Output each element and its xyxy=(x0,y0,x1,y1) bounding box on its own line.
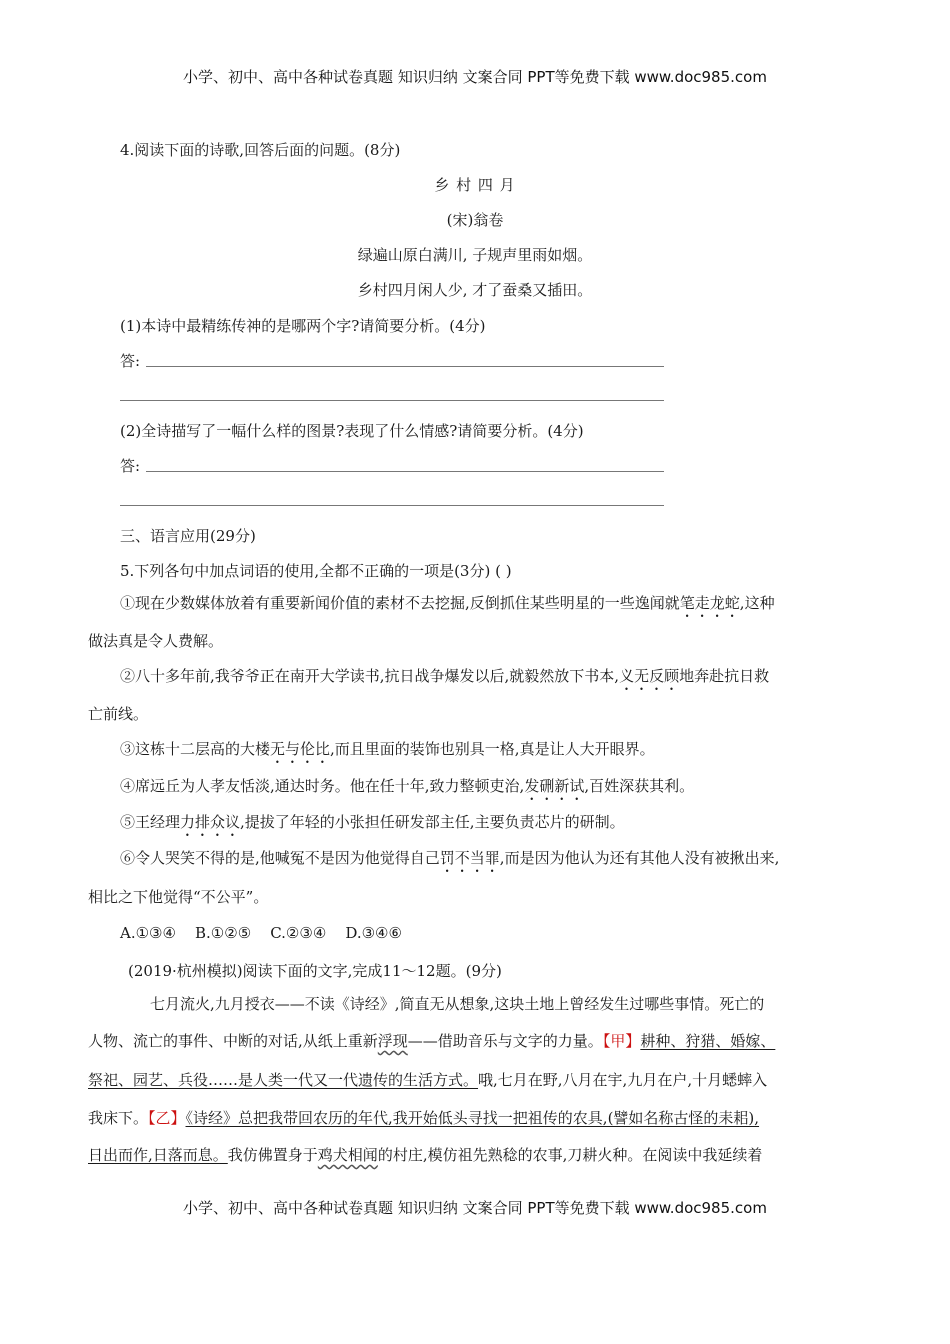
dotted-term: 发硎新试 xyxy=(524,777,585,795)
underlined-sentence-jia: 耕种、狩猎、婚嫁、 xyxy=(640,1032,776,1050)
tag-jia: 【甲】 xyxy=(602,1032,641,1050)
dotted-term: 罚不当罪 xyxy=(439,849,500,867)
dotted-term: 笔走龙蛇 xyxy=(679,594,740,612)
dotted-term: 义无反顾 xyxy=(619,667,680,685)
dotted-term: 力排众议 xyxy=(180,813,241,831)
answer-label-1: 答: xyxy=(120,352,141,370)
sentence-2: ②八十多年前,我爷爷正在南开大学读书,抗日战争爆发以后,就毅然放下书本,义无反顾地奔赴抗日救 xyxy=(120,667,770,685)
answer-options: A.①③④ B.①②⑤ C.②③④ D.③④⑥ xyxy=(120,924,402,942)
passage-line-3: 祭祀、园艺、兵役……是人类一代又一代遗传的生活方式。哦,七月在野,八月在宇,九月在户,十月蟋蟀入 xyxy=(88,1071,768,1089)
poem-title: 乡 村 四 月 xyxy=(434,176,516,194)
page-footer: 小学、初中、高中各种试卷真题 知识归纳 文案合同 PPT等免费下载 www.doc985.com xyxy=(183,1199,767,1217)
passage-line-4: 我床下。【乙】《诗经》总把我带回农历的年代,我开始低头寻找一把祖传的农具,(譬如名称古怪的耒耜), xyxy=(88,1109,760,1127)
poem-line-1: 绿遍山原白满川, 子规声里雨如烟。 xyxy=(357,246,593,264)
poem-line-2: 乡村四月闲人少, 才了蚕桑又插田。 xyxy=(357,281,593,299)
answer-label-2: 答: xyxy=(120,457,141,475)
sentence-3: ③这栋十二层高的大楼无与伦比,而且里面的装饰也别具一格,真是让人大开眼界。 xyxy=(120,740,655,758)
question-4-sub-1: (1)本诗中最精练传神的是哪两个字?请简要分析。(4分) xyxy=(120,317,486,335)
page-header: 小学、初中、高中各种试卷真题 知识归纳 文案合同 PPT等免费下载 www.doc985.com xyxy=(183,68,767,86)
answer-line xyxy=(146,366,664,367)
answer-line xyxy=(120,400,664,401)
passage-line-5: 日出而作,日落而息。我仿佛置身于鸡犬相闻的村庄,模仿祖先熟稔的农事,刀耕火种。在阅读中我延续着 xyxy=(88,1146,763,1164)
passage-line-2: 人物、流亡的事件、中断的对话,从纸上重新浮现——借助音乐与文字的力量。【甲】耕种、狩猎、婚嫁、 xyxy=(88,1032,776,1050)
underlined-sentence-jia: 祭祀、园艺、兵役……是人类一代又一代遗传的生活方式。 xyxy=(88,1071,479,1089)
underlined-sentence-yi: 日出而作,日落而息。 xyxy=(88,1146,228,1164)
answer-line xyxy=(146,471,664,472)
sentence-6: ⑥令人哭笑不得的是,他喊冤不是因为他觉得自己罚不当罪,而是因为他认为还有其他人没有被揪出来, xyxy=(120,849,780,867)
sentence-2-cont: 亡前线。 xyxy=(88,705,149,723)
section-3-title: 三、语言应用(29分) xyxy=(120,527,256,545)
sentence-1: ①现在少数媒体放着有重要新闻价值的素材不去挖掘,反倒抓住某些明星的一些逸闻就笔走龙蛇,这种 xyxy=(120,594,775,612)
underlined-sentence-yi: 《诗经》总把我带回农历的年代,我开始低头寻找一把祖传的农具,(譬如名称古怪的耒耜), xyxy=(185,1109,760,1127)
sentence-4: ④席远丘为人孝友恬淡,通达时务。他在任十年,致力整顿吏治,发硎新试,百姓深获其利。 xyxy=(120,777,695,795)
passage-line-1: 七月流火,九月授衣——不读《诗经》,简直无从想象,这块土地上曾经发生过哪些事情。死亡的 xyxy=(150,995,765,1013)
answer-line xyxy=(120,505,664,506)
sentence-6-cont: 相比之下他觉得“不公平”。 xyxy=(88,888,269,906)
sentence-1-cont: 做法真是令人费解。 xyxy=(88,632,224,650)
dotted-term: 无与伦比 xyxy=(270,740,331,758)
tag-yi: 【乙】 xyxy=(148,1109,186,1127)
sentence-5: ⑤王经理力排众议,提拔了年轻的小张担任研发部主任,主要负责芯片的研制。 xyxy=(120,813,625,831)
wavy-term: 浮现 xyxy=(377,1032,408,1050)
poem-author: (宋)翁卷 xyxy=(446,211,504,229)
question-4-stem: 4.阅读下面的诗歌,回答后面的问题。(8分) xyxy=(120,141,401,159)
wavy-term: 鸡犬相闻 xyxy=(317,1146,378,1164)
passage-intro: (2019·杭州模拟)阅读下面的文字,完成11～12题。(9分) xyxy=(128,962,502,980)
question-5-stem: 5.下列各句中加点词语的使用,全都不正确的一项是(3分) ( ) xyxy=(120,562,512,580)
question-4-sub-2: (2)全诗描写了一幅什么样的图景?表现了什么情感?请简要分析。(4分) xyxy=(120,422,584,440)
